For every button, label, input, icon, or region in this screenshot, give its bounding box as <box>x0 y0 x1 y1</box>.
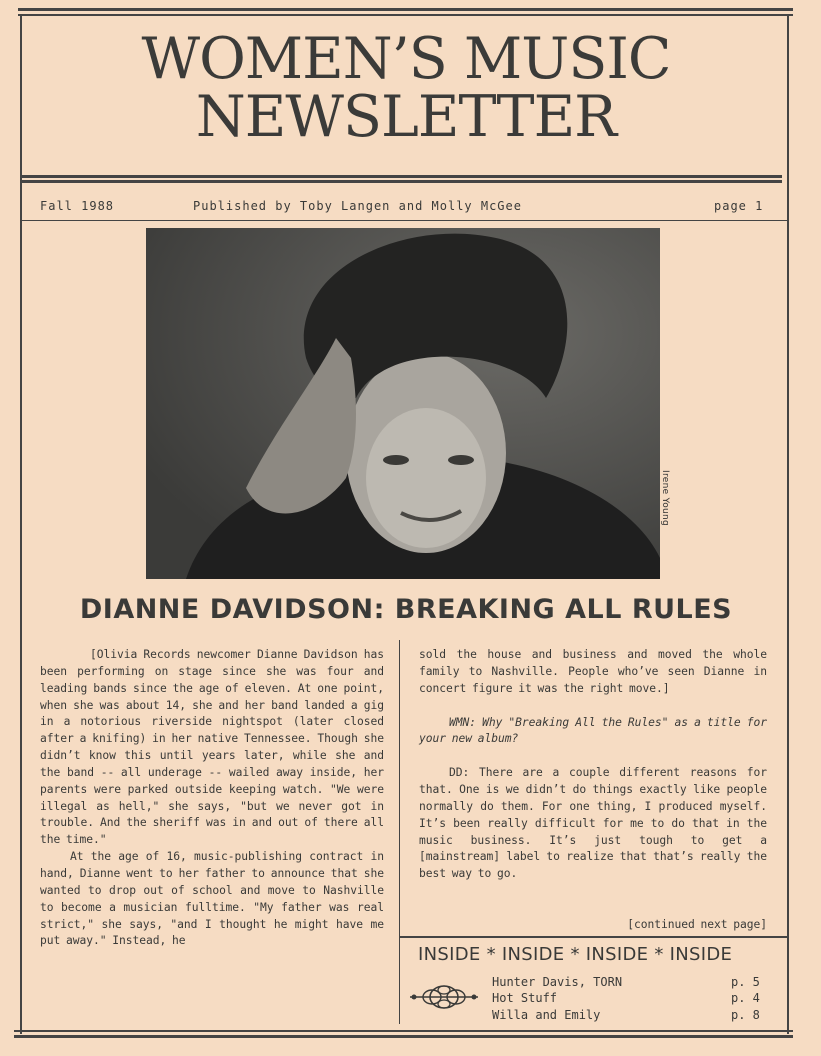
article-column-left <box>40 647 384 950</box>
top-double-rule-2 <box>18 14 793 16</box>
ornament-icon <box>408 980 480 1014</box>
article-paragraph-2: At the age of 16, music-publishing contract in hand, Dianne went to her father to announce that she wanted to drop out of school and move to Nashville to become a musician fulltime. "My father was real strict," she says, "and I thought he might have me put away." Instead, he <box>40 850 384 948</box>
article-column-right <box>419 647 767 883</box>
right-border <box>787 14 789 1034</box>
bottom-double-rule-2 <box>14 1035 793 1038</box>
inside-box-rule <box>400 936 787 938</box>
bottom-double-rule-1 <box>14 1030 793 1032</box>
masthead-title <box>20 26 792 150</box>
continued-note: [continued next page] <box>627 918 767 931</box>
masthead-line-2: NEWSLETTER <box>195 84 617 150</box>
inside-item-title: Hunter Davis, TORN <box>492 975 623 989</box>
article-headline: DIANNE DAVIDSON: BREAKING ALL RULES <box>79 594 733 625</box>
info-bar-rule <box>20 220 787 221</box>
inside-item-page: p. 8 <box>731 1008 760 1022</box>
masthead-line-1: WOMEN’S MUSIC <box>141 26 671 92</box>
issue-date: Fall 1988 <box>40 199 115 213</box>
interview-question: WMN: Why "Breaking All the Rules" as a title for your new album? <box>419 715 767 746</box>
interview-answer: DD: There are a couple different reasons for that. One is we didn’t do things exactly like people normally do them. For one thing, I produced myself. It’s been really difficult for me to do that in the music business. It’s just tough to get a [mainstream] label to realize that that’s really the best way to go. <box>419 766 767 881</box>
portrait-photo <box>146 228 660 579</box>
masthead-rule-2 <box>20 180 782 183</box>
photo-credit: Irene Young <box>660 470 670 527</box>
inside-item-page: p. 4 <box>731 991 760 1005</box>
article-paragraph-3: sold the house and business and moved the whole family to Nashville. People who’ve seen Dianne in concert figure it was the right move.] <box>419 648 767 695</box>
left-border <box>20 14 22 1034</box>
inside-item-title: Hot Stuff <box>492 991 558 1005</box>
article-intro-paragraph: [Olivia Records newcomer Dianne Davidson has been performing on stage since she was four and leading bands since the age of eleven. At one point, when she was about 14, she and her band landed a gig in a notorious riverside nightspot (later closed after a knifing) in her native Tennessee. Though she didn’t know this until years later, while she and the band -- all underage -- wailed away inside, her parents were parked outside keeping watch. "We were illegal as hell," she says, "but we never got in trouble. And the sheriff was in and out of there all the time." <box>40 648 384 847</box>
masthead-rule-1 <box>20 175 782 178</box>
inside-box-title: INSIDE * INSIDE * INSIDE * INSIDE <box>418 944 733 965</box>
publishers-line: Published by Toby Langen and Molly McGee <box>193 199 522 213</box>
column-divider <box>399 640 400 1024</box>
top-double-rule-1 <box>18 8 793 11</box>
inside-item-page: p. 5 <box>731 975 760 989</box>
inside-item-title: Willa and Emily <box>492 1008 601 1022</box>
portrait-photo-illustration <box>146 228 660 579</box>
page-number: page 1 <box>714 199 764 213</box>
